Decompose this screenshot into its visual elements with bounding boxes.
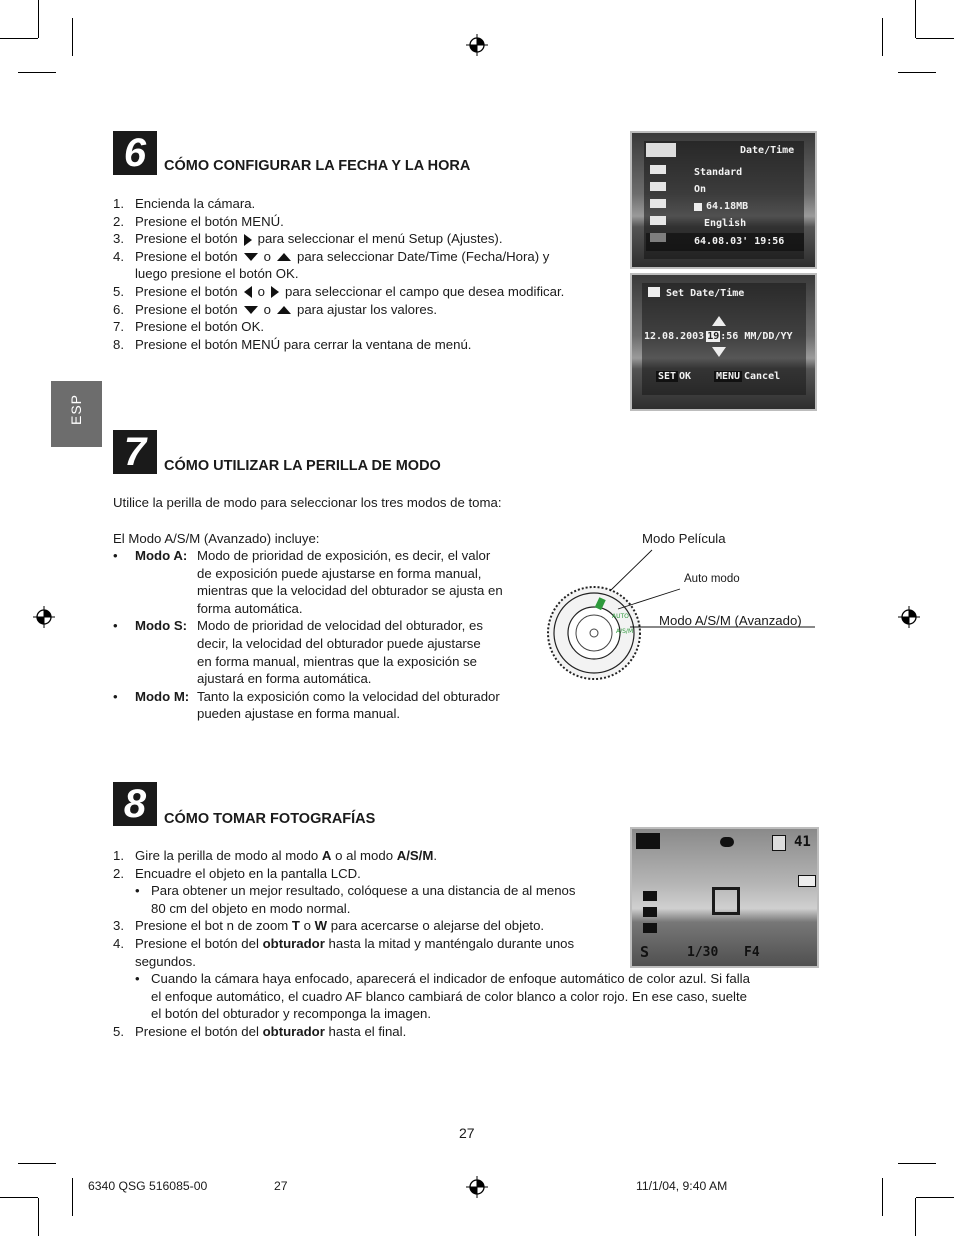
menu-row: English	[704, 218, 747, 229]
list-item: 3. Presione el botón para seleccionar el menú Setup (Ajustes).	[113, 231, 503, 247]
crop-mark	[898, 72, 936, 73]
footer-left: 6340 QSG 516085-00	[88, 1179, 208, 1193]
crop-mark	[882, 1178, 883, 1216]
crop-mark	[72, 1178, 73, 1216]
mode-icons	[643, 891, 657, 939]
registration-mark-icon	[466, 34, 488, 56]
lead-text: El Modo A/S/M (Avanzado) incluye:	[113, 531, 320, 546]
right-arrow-icon	[244, 234, 252, 246]
down-arrow-icon	[244, 306, 258, 314]
up-arrow-icon	[277, 306, 291, 314]
registration-mark-icon	[33, 606, 55, 628]
list-item: 2. Presione el botón MENÚ.	[113, 213, 284, 229]
dial-label-auto: Auto modo	[684, 573, 740, 585]
list-item: • Modo S: Modo de prioridad de velocidad del obturador, es decir, la velocidad del obturador puede ajustarse en forma manual, mientras que la exposición se ajustará en forma automática.	[113, 618, 483, 687]
language-tab	[51, 381, 102, 447]
ok-label: OK	[679, 371, 692, 382]
crop-mark	[0, 1197, 38, 1198]
menu-row-selected: 64.08.03' 19:56	[694, 236, 785, 247]
crop-mark	[882, 18, 883, 56]
shots-remaining: 41	[794, 834, 811, 850]
checkbox-icon	[694, 203, 702, 211]
crop-mark	[915, 0, 916, 38]
footer-page: 27	[274, 1179, 288, 1193]
camera-screen-set-datetime	[630, 273, 817, 411]
list-item: 4. Presione el botón o para seleccionar Date/Time (Fecha/Hora) y luego presione el botón OK.	[113, 248, 550, 282]
left-arrow-icon	[244, 286, 252, 298]
setdate-header: Set Date/Time	[666, 288, 745, 299]
storage-icon	[772, 835, 786, 851]
camera-lcd-preview	[630, 827, 819, 968]
crop-mark	[916, 1197, 954, 1198]
sub-item: • Para obtener un mejor resultado, colóquese a una distancia de al menos 80 cm del objeto en modo normal.	[135, 883, 576, 916]
intro-text: Utilice la perilla de modo para seleccionar los tres modos de toma:	[113, 495, 502, 510]
section-title: CÓMO CONFIGURAR LA FECHA Y LA HORA	[164, 158, 471, 174]
crop-mark	[72, 18, 73, 56]
down-arrow-icon	[244, 253, 258, 261]
registration-mark-icon	[466, 1176, 488, 1198]
crop-mark	[38, 1198, 39, 1236]
menu-row: 64.18MB	[706, 201, 749, 212]
menu-header: Date/Time	[740, 145, 795, 156]
list-item: 5. Presione el botón o para seleccionar el campo que desea modificar.	[113, 283, 565, 299]
section-title: CÓMO TOMAR FOTOGRAFÍAS	[164, 811, 376, 827]
dial-label-movie: Modo Película	[642, 531, 726, 546]
crop-mark	[916, 38, 954, 39]
section-title: CÓMO UTILIZAR LA PERILLA DE MODO	[164, 458, 441, 474]
list-item: 1. Gire la perilla de modo al modo A o al modo A/S/M.	[113, 848, 438, 863]
crop-mark	[0, 38, 38, 39]
section-number: 6	[113, 131, 157, 175]
value-down-icon	[712, 347, 726, 357]
list-item: 2. Encuadre el objeto en la pantalla LCD.	[113, 865, 361, 881]
value-up-icon	[712, 316, 726, 326]
list-item: 3. Presione el bot n de zoom T o W para acercarse o alejarse del objeto.	[113, 918, 545, 934]
crop-mark	[18, 72, 56, 73]
dial-label-asm: Modo A/S/M (Avanzado)	[659, 613, 802, 628]
crop-mark	[18, 1163, 56, 1164]
page-number: 27	[459, 1125, 475, 1141]
list-item: 7. Presione el botón OK.	[113, 319, 265, 335]
menu-row: On	[694, 184, 707, 195]
cancel-label: Cancel	[744, 371, 781, 382]
af-frame	[712, 887, 740, 915]
steps-list	[113, 195, 633, 353]
up-arrow-icon	[277, 253, 291, 261]
date-value: 12.08.2003 19:56 MM/DD/YY	[644, 331, 793, 342]
crop-mark	[898, 1163, 936, 1164]
list-item: • Modo A: Modo de prioridad de exposición, es decir, el valor de exposición puede ajustarse en forma manual, mientras que la velocidad del obturador se ajusta en forma automática.	[113, 548, 503, 616]
registration-mark-icon	[898, 606, 920, 628]
selected-field: 19	[707, 331, 720, 342]
menu-key: MENU	[716, 371, 741, 382]
footer-right: 11/1/04, 9:40 AM	[636, 1179, 728, 1193]
svg-text:AUTO: AUTO	[612, 613, 629, 620]
setdate-icon	[648, 287, 660, 297]
battery-icon	[798, 875, 816, 887]
aperture-value: F4	[744, 945, 760, 960]
menu-row: Standard	[694, 167, 743, 178]
list-item: 4. Presione el botón del obturador hasta la mitad y manténgalo durante unos segundos.	[113, 935, 575, 969]
quality-icon	[636, 833, 660, 849]
crop-mark	[38, 0, 39, 38]
camera-screen-datetime-menu	[630, 131, 817, 269]
modes-list	[113, 547, 543, 723]
list-item: 1. Encienda la cámara.	[113, 196, 256, 211]
svg-text:A/S/M: A/S/M	[616, 628, 634, 635]
set-key: SET	[658, 371, 677, 382]
list-item: • Modo M: Tanto la exposición como la velocidad del obturador pueden ajustase en forma manual.	[113, 688, 500, 722]
macro-icon	[720, 837, 734, 847]
crop-mark	[915, 1198, 916, 1236]
shutter-speed: 1/30	[687, 945, 719, 960]
section-number: 7	[113, 430, 157, 474]
language-tab-label: ESP	[68, 393, 84, 425]
list-item: 6. Presione el botón o para ajustar los valores.	[113, 301, 438, 317]
shooting-mode: S	[640, 943, 650, 961]
right-arrow-icon	[271, 286, 279, 298]
list-item: 5. Presione el botón del obturador hasta el final.	[113, 1023, 407, 1039]
setup-icon	[646, 143, 676, 157]
sub-item: • Cuando la cámara haya enfocado, aparecerá el indicador de enfoque automático de color azul. Si falla el enfoque automático, el cuadro AF blanco cambiará de color blanco a color rojo. En ese caso, suelte el botón del obturador y recomponga la imagen.	[135, 971, 750, 1022]
section-number: 8	[113, 782, 157, 826]
list-item: 8. Presione el botón MENÚ para cerrar la ventana de menú.	[113, 336, 472, 352]
